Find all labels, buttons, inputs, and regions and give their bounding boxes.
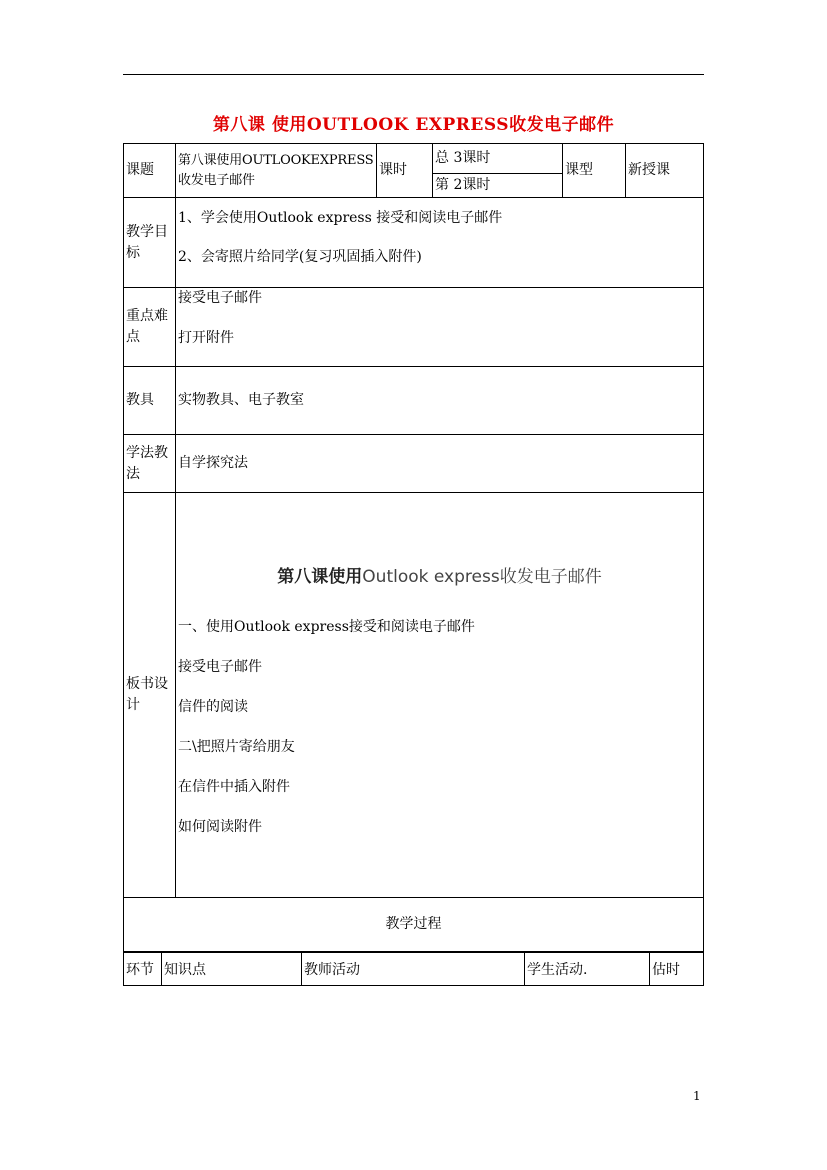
goal-item: 2、会寄照片给同学(复习巩固插入附件) [178,249,422,265]
board-heading-rest: Outlook express收发电子邮件 [362,567,602,587]
board-heading [178,565,701,591]
tools-value: 实物教具、电子教室 [176,367,704,435]
key-points-content [176,288,704,367]
goals-label: 教学目标 [124,198,176,288]
methods-label: 学法教法 [124,435,176,493]
topic-value: 第八课使用OUTLOOKEXPRESS收发电子邮件 [176,144,377,198]
key-point-item: 打开附件 [178,330,234,346]
header-rule [123,74,704,75]
current-hour: 第 2课时 [433,174,563,198]
board-line: 信件的阅读 [178,698,248,715]
goals-content [176,198,704,288]
board-line: 接受电子邮件 [178,658,262,675]
board-line: 一、使用Outlook express接受和阅读电子邮件 [178,618,475,635]
board-line: 如何阅读附件 [178,818,262,835]
column-knowledge: 知识点 [162,953,302,986]
board-line: 在信件中插入附件 [178,778,290,795]
key-point-item: 接受电子邮件 [178,290,262,306]
column-time: 估时 [650,953,704,986]
type-label: 课型 [563,144,626,198]
board-content [176,493,704,898]
type-value: 新授课 [626,144,704,198]
key-points-label: 重点难点 [124,288,176,367]
column-teacher: 教师活动 [302,953,525,986]
lesson-plan-table [123,143,704,952]
column-stage: 环节 [124,953,162,986]
column-student: 学生活动. [525,953,650,986]
total-hours: 总 3课时 [433,144,563,174]
page-number: 1 [693,1089,701,1103]
tools-label: 教具 [124,367,176,435]
process-table [123,952,704,986]
board-heading-bold: 第八课使用 [277,567,363,587]
process-title: 教学过程 [124,898,704,952]
methods-value: 自学探究法 [176,435,704,493]
goal-item: 1、学会使用Outlook express 接受和阅读电子邮件 [178,210,503,226]
topic-label: 课题 [124,144,176,198]
board-line: 二\把照片寄给朋友 [178,738,295,755]
hours-label: 课时 [377,144,433,198]
board-label: 板书设计 [124,493,176,898]
document-title: 第八课 使用OUTLOOK EXPRESS收发电子邮件 [212,115,615,135]
